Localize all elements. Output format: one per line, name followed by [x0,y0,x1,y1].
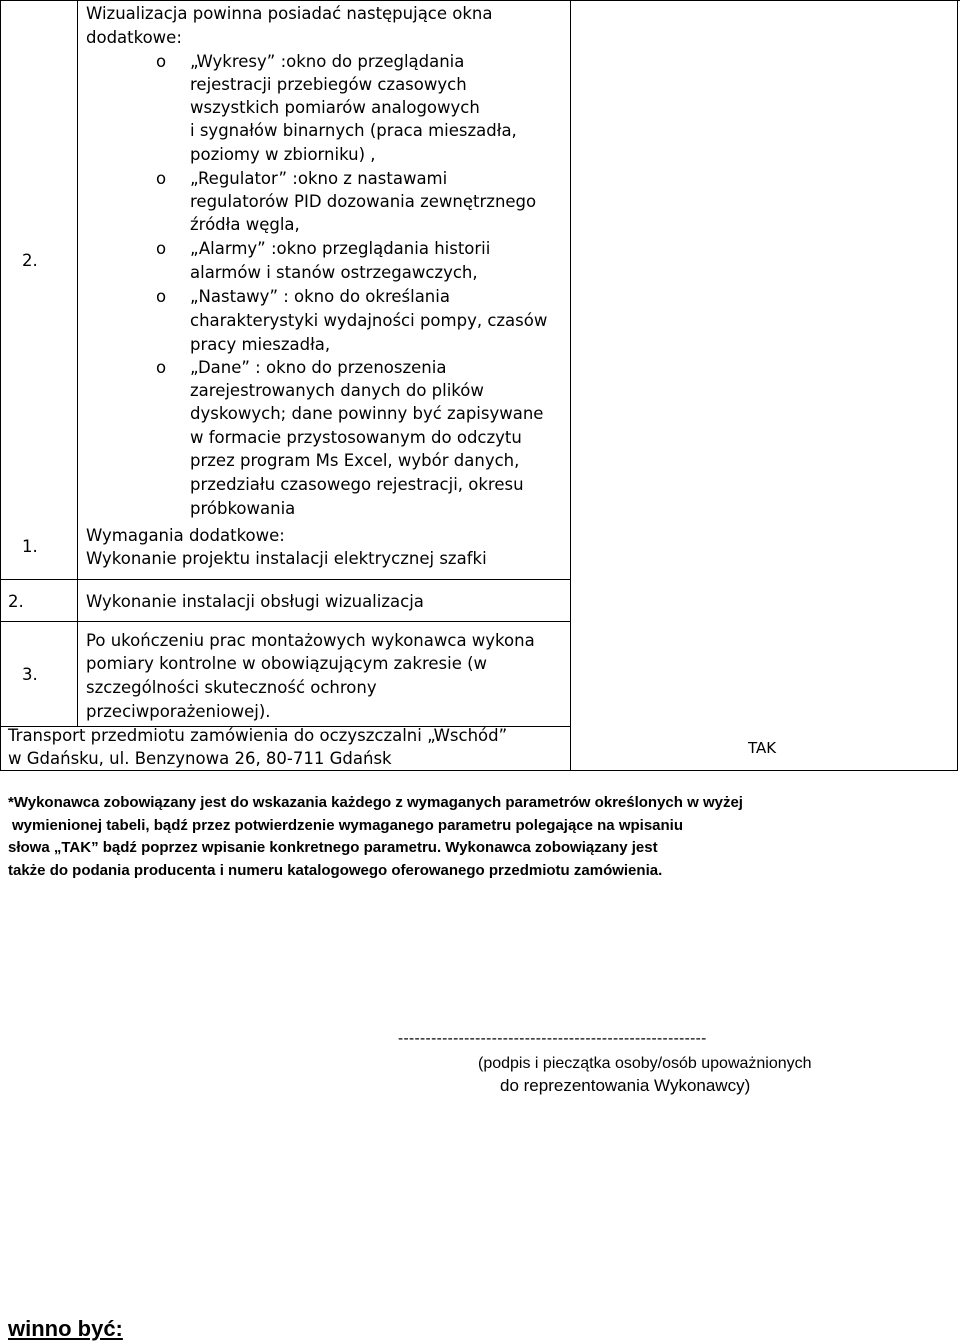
note-line: *Wykonawca zobowiązany jest do wskazania każdego z wymaganych parametrów określonych w wyżej [8,794,743,811]
list-item-line: rejestracji przebiegów czasowych [190,75,467,94]
row-divider-2 [0,621,571,622]
list-item-line: „Dane” : okno do przenoszenia [190,358,447,377]
row4-line: pomiary kontrolne w obowiązującym zakresie (w [86,654,488,673]
list-item-line: w formacie przystosowanym do odczytu [190,428,522,447]
bullet-marker: o [156,52,167,71]
row-number-1: 1. [22,537,38,556]
signature-caption-1: (podpis i pieczątka osoby/osób upoważnionych [478,1055,812,1072]
intro-line-1: Wizualizacja powinna posiadać następujące okna [86,4,493,23]
list-item-line: „Alarmy” :okno przeglądania historii [190,239,491,258]
list-item-line: i sygnałów binarnych (praca mieszadła, [190,121,517,140]
row-number-2b: 2. [8,592,24,611]
note-line: wymienionej tabeli, bądź przez potwierdzenie wymaganego parametru polegające na wpisaniu [12,817,683,834]
list-item-line: próbkowania [190,499,296,518]
wymagania-text: Wykonanie projektu instalacji elektrycznej szafki [86,549,487,568]
transport-line: w Gdańsku, ul. Benzynowa 26, 80-711 Gdańsk [8,749,392,768]
row3-text: Wykonanie instalacji obsługi wizualizacja [86,592,424,611]
list-item-line: wszystkich pomiarów analogowych [190,98,480,117]
note-line: także do podania producenta i numeru katalogowego oferowanego przedmiotu zamówienia. [8,862,663,879]
note-line: słowa „TAK” bądź poprzez wpisanie konkretnego parametru. Wykonawca zobowiązany jest [8,839,658,856]
list-item-line: przez program Ms Excel, wybór danych, [190,451,520,470]
list-item-line: „Wykresy” :okno do przeglądania [190,52,465,71]
list-item-line: alarmów i stanów ostrzegawczych, [190,263,478,282]
column-divider-2 [570,0,571,771]
list-item-line: zarejestrowanych danych do plików [190,381,484,400]
row-divider-1 [0,579,571,580]
table-top-border [0,0,960,1]
bullet-marker: o [156,239,167,258]
list-item-line: przedziału czasowego rejestracji, okresu [190,475,524,494]
bullet-marker: o [156,287,167,306]
row4-line: Po ukończeniu prac montażowych wykonawca wykona [86,631,535,650]
list-item-line: „Nastawy” : okno do określania [190,287,450,306]
row-number-2: 2. [22,251,38,270]
table-bottom-border [0,770,958,771]
wymagania-label: Wymagania dodatkowe: [86,526,285,545]
transport-line: Transport przedmiotu zamówienia do oczyszczalni „Wschód” [8,726,508,745]
table-right-border [957,0,958,771]
list-item-line: „Regulator” :okno z nastawami [190,169,448,188]
bullet-marker: o [156,169,167,188]
column-divider-1 [77,0,78,726]
table-left-border [0,0,1,771]
list-item-line: poziomy w zbiorniku) , [190,145,376,164]
bullet-marker: o [156,358,167,377]
list-item-line: charakterystyki wydajności pompy, czasów [190,311,548,330]
signature-line: -------------------------------------------------------- [398,1030,707,1047]
list-item-line: regulatorów PID dozowania zewnętrznego [190,192,537,211]
answer-tak: TAK [748,739,777,757]
list-item-line: źródła węgla, [190,215,300,234]
row4-line: szczególności skuteczność ochrony [86,678,377,697]
signature-caption-2: do reprezentowania Wykonawcy) [500,1076,751,1095]
row-number-3: 3. [22,665,38,684]
list-item-line: dyskowych; dane powinny być zapisywane [190,404,544,423]
intro-line-2: dodatkowe: [86,28,182,47]
list-item-line: pracy mieszadła, [190,335,331,354]
row4-line: przeciwporażeniowej). [86,702,271,721]
footer-heading: winno być: [8,1316,123,1341]
